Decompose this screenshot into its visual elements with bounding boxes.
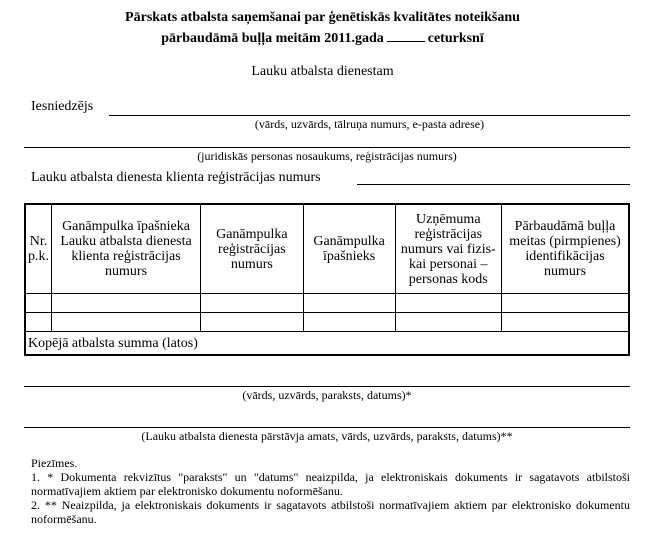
- notes-section: [31, 456, 630, 526]
- table-row: [25, 313, 629, 332]
- client-reg-field[interactable]: [357, 184, 630, 185]
- table-header-row: [25, 204, 629, 294]
- submitter-legal-field[interactable]: [24, 147, 630, 148]
- signature-field[interactable]: [24, 386, 630, 387]
- col-header-herd-owner: Ganāmpulka īpašnieks: [303, 204, 395, 294]
- table-cell[interactable]: [25, 294, 52, 313]
- note-1: 1. * Dokumenta rekvizītus "paraksts" un "datums" neaizpilda, ja elektroniskais dokuments ir sagatavots atbilstoši normatīvajiem aktiem par elektronisko dokumentu noformēšanu.: [31, 470, 630, 498]
- lad-representative-hint: (Lauku atbalsta dienesta pārstāvja amats, vārds, uzvārds, paraksts, datums)**: [141, 429, 513, 443]
- notes-heading: Piezīmes.: [31, 456, 78, 470]
- table-cell[interactable]: [303, 294, 395, 313]
- table-cell[interactable]: [502, 313, 629, 332]
- table-cell[interactable]: [52, 313, 201, 332]
- table-cell[interactable]: [25, 313, 52, 332]
- table-cell[interactable]: [201, 294, 304, 313]
- form-title-line2: [0, 29, 645, 47]
- submitter-name-field[interactable]: [109, 115, 630, 116]
- table-cell[interactable]: [303, 313, 395, 332]
- lad-representative-field[interactable]: [24, 427, 630, 428]
- recipient-line: Lauku atbalsta dienestam: [251, 64, 394, 79]
- table-cell[interactable]: [395, 294, 502, 313]
- table-row: [25, 294, 629, 313]
- quarter-blank-field[interactable]: [387, 29, 425, 42]
- signature-hint: (vārds, uzvārds, paraksts, datums)*: [242, 388, 412, 402]
- note-2: 2. ** Neaizpilda, ja elektroniskais dokuments ir sagatavots atbilstoši normatīvajiem aktiem par elektronisko dokumentu noformēšanu.: [31, 498, 630, 526]
- total-support-amount[interactable]: Kopējā atbalsta summa (latos): [25, 332, 629, 356]
- submitter-hint-legal: (juridiskās personas nosaukums, reģistrācijas numurs): [197, 149, 457, 163]
- col-header-nr: Nr. p.k.: [25, 204, 52, 294]
- col-header-company-reg: Uzņēmuma reģistrācijas numurs vai fizis-kai personai – personas kods: [395, 204, 502, 294]
- client-reg-label: Lauku atbalsta dienesta klienta reģistrācijas numurs: [31, 170, 321, 185]
- table-total-row: [25, 332, 629, 356]
- form-title-line1: Pārskats atbalsta saņemšanai par ģenētiskās kvalitātes noteikšanu: [125, 10, 520, 25]
- form-title-line2-text: pārbaudāmā buļļa meitām 2011.gada: [161, 31, 384, 46]
- table-cell[interactable]: [52, 294, 201, 313]
- form-title-line2-suffix: ceturksnī: [427, 31, 484, 46]
- reporting-table: [24, 203, 630, 356]
- col-header-owner-client-reg: Ganāmpulka īpašnieka Lauku atbalsta dienesta klienta reģistrācijas numurs: [52, 204, 201, 294]
- submitter-hint-contact: (vārds, uzvārds, tālruņa numurs, e-pasta adrese): [254, 117, 485, 131]
- col-header-herd-reg: Ganāmpulka reģistrācijas numurs: [201, 204, 304, 294]
- col-header-daughter-id: Pārbaudāmā buļļa meitas (pirmpienes) identifikācijas numurs: [502, 204, 629, 294]
- table-cell[interactable]: [502, 294, 629, 313]
- table-cell[interactable]: [395, 313, 502, 332]
- submitter-label: Iesniedzējs: [31, 99, 94, 114]
- table-cell[interactable]: [201, 313, 304, 332]
